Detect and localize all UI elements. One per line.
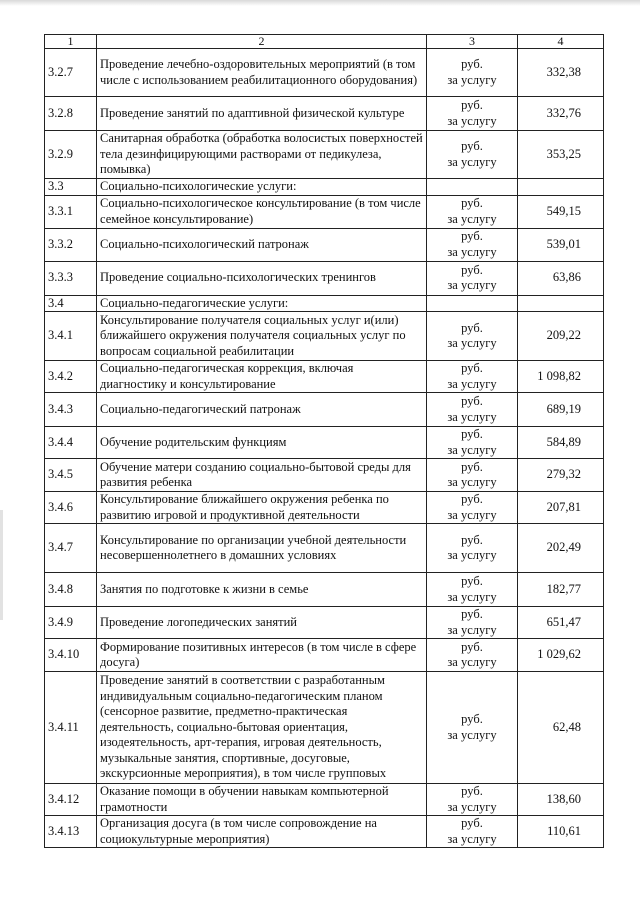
unit-cell [427,784,518,816]
unit-line-1: руб. [461,532,483,547]
unit-cell [427,312,518,361]
row-number: 3.4.2 [45,361,97,393]
unit-cell [427,97,518,131]
table-row [45,816,604,848]
table-row [45,131,604,179]
row-number: 3.4.11 [45,672,97,784]
service-name: Консультирование по организации учебной деятельности несовершеннолетнего в домашних условиях [97,524,427,573]
row-number: 3.2.8 [45,97,97,131]
unit-line-2: за услугу [447,278,497,292]
unit-cell [427,427,518,459]
unit-line-2: за услугу [447,727,497,742]
service-name: Социально-педагогическая коррекция, включая диагностику и консультирование [97,361,427,393]
unit-line-2: за услугу [447,113,497,128]
table-row [45,524,604,573]
row-number: 3.4.9 [45,607,97,639]
table-row [45,195,604,228]
price-cell: 332,38 [518,49,604,97]
unit-line-2: за услугу [447,211,497,226]
service-name: Социально-педагогический патронаж [97,393,427,427]
service-name: Проведение социально-психологических тренингов [97,261,427,295]
unit-cell [427,295,518,312]
row-number: 3.4.10 [45,639,97,672]
table-row [45,427,604,459]
unit-cell [427,179,518,196]
table-row [45,459,604,492]
unit-line-2: за услугу [447,622,497,637]
service-name: Проведение лечебно-оздоровительных мероприятий (в том числе с использованием реабилитационного оборудования) [97,49,427,97]
header-col-2: 2 [97,35,427,49]
unit-cell [427,228,518,261]
price-cell [518,179,604,196]
unit-line-2: за услугу [447,548,497,562]
price-cell: 207,81 [518,492,604,524]
table-row [45,361,604,393]
unit-cell [427,672,518,784]
price-cell: 62,48 [518,672,604,784]
row-number: 3.4.1 [45,312,97,361]
row-number: 3.3 [45,179,97,196]
price-cell: 138,60 [518,784,604,816]
price-cell: 689,19 [518,393,604,427]
table-row [45,784,604,816]
unit-line-1: руб. [461,712,483,726]
table-row [45,639,604,672]
unit-line-2: за услугу [447,154,497,169]
row-number: 3.4.5 [45,459,97,492]
unit-cell [427,639,518,672]
price-cell: 1 098,82 [518,361,604,393]
unit-cell [427,816,518,848]
table-row [45,573,604,607]
unit-line-1: руб. [461,459,483,474]
row-number: 3.3.3 [45,261,97,295]
price-cell: 182,77 [518,573,604,607]
unit-line-1: руб. [461,607,483,621]
unit-cell [427,492,518,524]
unit-cell [427,131,518,179]
row-number: 3.4.7 [45,524,97,573]
table-row [45,492,604,524]
price-cell: 651,47 [518,607,604,639]
table-row [45,49,604,97]
row-number: 3.4 [45,295,97,312]
unit-line-1: руб. [461,229,483,243]
row-number: 3.4.8 [45,573,97,607]
unit-cell [427,573,518,607]
price-cell: 353,25 [518,131,604,179]
row-number: 3.4.6 [45,492,97,524]
unit-line-2: за услугу [447,799,497,814]
unit-line-1: руб. [461,816,483,830]
unit-line-1: руб. [461,57,483,71]
unit-line-2: за услугу [447,655,497,669]
header-col-4: 4 [518,35,604,49]
unit-line-2: за услугу [447,589,497,604]
unit-line-2: за услугу [447,72,497,87]
service-name: Проведение логопедических занятий [97,607,427,639]
scan-left-edge [0,510,3,620]
price-cell [518,295,604,312]
unit-line-2: за услугу [447,507,497,522]
price-cell: 549,15 [518,195,604,228]
service-name: Социально-психологические услуги: [97,179,427,196]
service-name: Проведение занятий в соответствии с разработанным индивидуальным социально-педагогическим планом (сенсорное развитие, предметно-практическая деятельность, социально-бытовая ориентация, изодеятельность, арт-терапия, игровая деятельность, музыкальные занятия, спортивные, досуговые, экскурсионные мероприятия), в том числе групповых [97,672,427,784]
row-number: 3.4.13 [45,816,97,848]
service-name: Обучение матери созданию социально-бытовой среды для развития ребенка [97,459,427,492]
header-col-1: 1 [45,35,97,49]
service-name: Консультирование получателя социальных услуг и(или) ближайшего окружения получателя социальных услуг по вопросам социальной реабилитации [97,312,427,361]
unit-line-1: руб. [461,394,483,408]
unit-cell [427,524,518,573]
table-row [45,261,604,295]
header-col-3: 3 [427,35,518,49]
unit-line-2: за услугу [447,831,497,846]
unit-line-1: руб. [461,262,483,277]
row-number: 3.4.4 [45,427,97,459]
section-row [45,179,604,196]
unit-line-1: руб. [461,361,483,375]
price-cell: 202,49 [518,524,604,573]
price-cell: 63,86 [518,261,604,295]
row-number: 3.3.2 [45,228,97,261]
unit-line-2: за услугу [447,244,497,259]
price-cell: 279,32 [518,459,604,492]
unit-line-1: руб. [461,427,483,441]
service-name: Организация досуга (в том числе сопровождение на социокультурные мероприятия) [97,816,427,848]
service-name: Формирование позитивных интересов (в том числе в сфере досуга) [97,639,427,672]
unit-cell [427,607,518,639]
unit-cell [427,361,518,393]
scan-top-edge [0,0,640,6]
unit-cell [427,49,518,97]
row-number: 3.4.3 [45,393,97,427]
unit-line-1: руб. [461,639,483,654]
row-number: 3.2.9 [45,131,97,179]
price-cell: 539,01 [518,228,604,261]
header-row [45,35,604,49]
service-name: Оказание помощи в обучении навыкам компьютерной грамотности [97,784,427,816]
unit-line-1: руб. [461,98,483,112]
unit-line-1: руб. [461,492,483,506]
price-cell: 209,22 [518,312,604,361]
service-name: Занятия по подготовке к жизни в семье [97,573,427,607]
unit-cell [427,393,518,427]
unit-cell [427,261,518,295]
price-cell: 110,61 [518,816,604,848]
unit-line-1: руб. [461,196,483,210]
table-row [45,607,604,639]
row-number: 3.4.12 [45,784,97,816]
table-row [45,97,604,131]
service-name: Социально-психологический патронаж [97,228,427,261]
service-name: Проведение занятий по адаптивной физической культуре [97,97,427,131]
service-name: Санитарная обработка (обработка волосистых поверхностей тела дезинфицирующими растворами от педикулеза, помывка) [97,131,427,179]
table-row [45,393,604,427]
unit-cell [427,459,518,492]
price-cell: 584,89 [518,427,604,459]
service-name: Социально-психологическое консультирование (в том числе семейное консультирование) [97,195,427,228]
service-name: Социально-педагогические услуги: [97,295,427,312]
table-row [45,672,604,784]
unit-line-1: руб. [461,784,483,798]
row-number: 3.2.7 [45,49,97,97]
unit-line-1: руб. [461,320,483,335]
service-name: Обучение родительским функциям [97,427,427,459]
row-number: 3.3.1 [45,195,97,228]
service-name: Консультирование ближайшего окружения ребенка по развитию игровой и продуктивной деятельности [97,492,427,524]
unit-line-1: руб. [461,574,483,588]
unit-line-2: за услугу [447,376,497,391]
table-row [45,228,604,261]
section-row [45,295,604,312]
unit-line-2: за услугу [447,475,497,489]
price-cell: 1 029,62 [518,639,604,672]
table-row [45,312,604,361]
unit-line-1: руб. [461,139,483,153]
price-cell: 332,76 [518,97,604,131]
unit-line-2: за услугу [447,336,497,350]
unit-line-2: за услугу [447,409,497,424]
unit-cell [427,195,518,228]
unit-line-2: за услугу [447,442,497,457]
tariff-table [44,34,604,848]
